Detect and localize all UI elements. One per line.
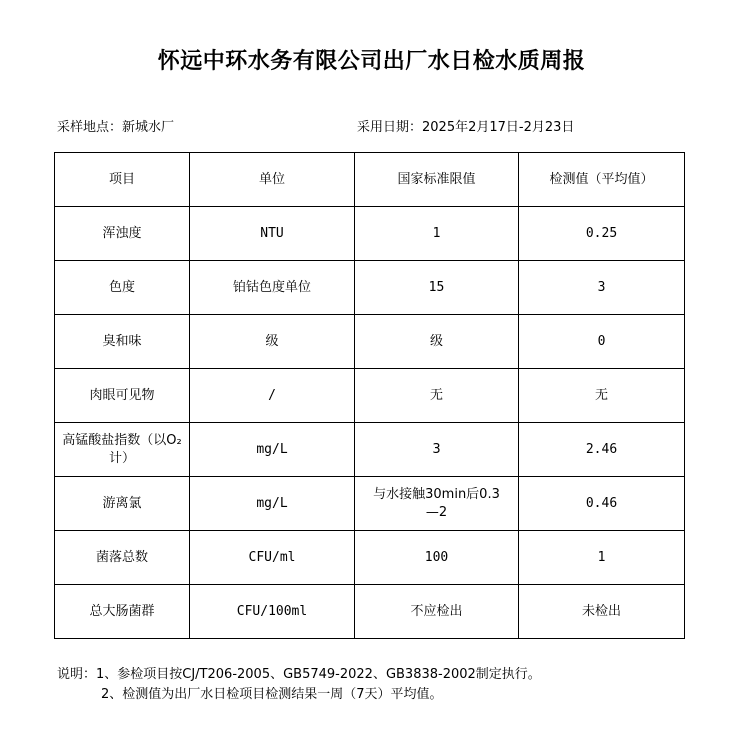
cell-unit: / [190,369,355,423]
cell-standard-limit: 100 [355,531,519,585]
cell-measured-value: 2.46 [519,423,685,477]
cell-measured-value: 0.46 [519,477,685,531]
cell-item: 游离氯 [55,477,190,531]
cell-measured-value: 无 [519,369,685,423]
cell-unit: mg/L [190,477,355,531]
table-row [55,477,685,531]
header-measured-value: 检测值（平均值） [519,153,685,207]
cell-item: 菌落总数 [55,531,190,585]
cell-unit: CFU/100ml [190,585,355,639]
cell-standard-limit: 级 [355,315,519,369]
cell-item: 肉眼可见物 [55,369,190,423]
sampling-date-range: 采用日期：2025年2月17日-2月23日 [357,120,575,135]
cell-standard-limit: 1 [355,207,519,261]
header-standard-limit: 国家标准限值 [355,153,519,207]
cell-standard-limit: 无 [355,369,519,423]
cell-measured-value: 1 [519,531,685,585]
cell-unit: CFU/ml [190,531,355,585]
cell-unit: NTU [190,207,355,261]
water-quality-table [54,152,685,639]
cell-measured-value: 0 [519,315,685,369]
table-row [55,315,685,369]
table-row [55,531,685,585]
sampling-location: 采样地点：新城水厂 [57,120,175,135]
cell-measured-value: 未检出 [519,585,685,639]
cell-item: 浑浊度 [55,207,190,261]
cell-standard-limit: 15 [355,261,519,315]
note-line-1: 说明：1、参检项目按CJ/T206-2005、GB5749-2022、GB3838-2002制定执行。 [57,667,541,682]
header-item: 项目 [55,153,190,207]
cell-measured-value: 3 [519,261,685,315]
cell-measured-value: 0.25 [519,207,685,261]
cell-standard-limit: 不应检出 [355,585,519,639]
cell-item: 高锰酸盐指数（以O₂计） [55,423,190,477]
cell-unit: mg/L [190,423,355,477]
table-row [55,261,685,315]
table-row [55,585,685,639]
cell-item: 总大肠菌群 [55,585,190,639]
table-row [55,207,685,261]
note-line-2: 2、检测值为出厂水日检项目检测结果一周（7天）平均值。 [101,687,443,702]
notes-section [57,665,541,705]
cell-item: 臭和味 [55,315,190,369]
cell-standard-limit: 与水接触30min后0.3—2 [355,477,519,531]
header-unit: 单位 [190,153,355,207]
cell-item: 色度 [55,261,190,315]
table-header-row [55,153,685,207]
table-row [55,369,685,423]
table-row [55,423,685,477]
cell-standard-limit: 3 [355,423,519,477]
report-title: 怀远中环水务有限公司出厂水日检水质周报 [157,49,586,74]
cell-unit: 级 [190,315,355,369]
cell-unit: 铂钴色度单位 [190,261,355,315]
